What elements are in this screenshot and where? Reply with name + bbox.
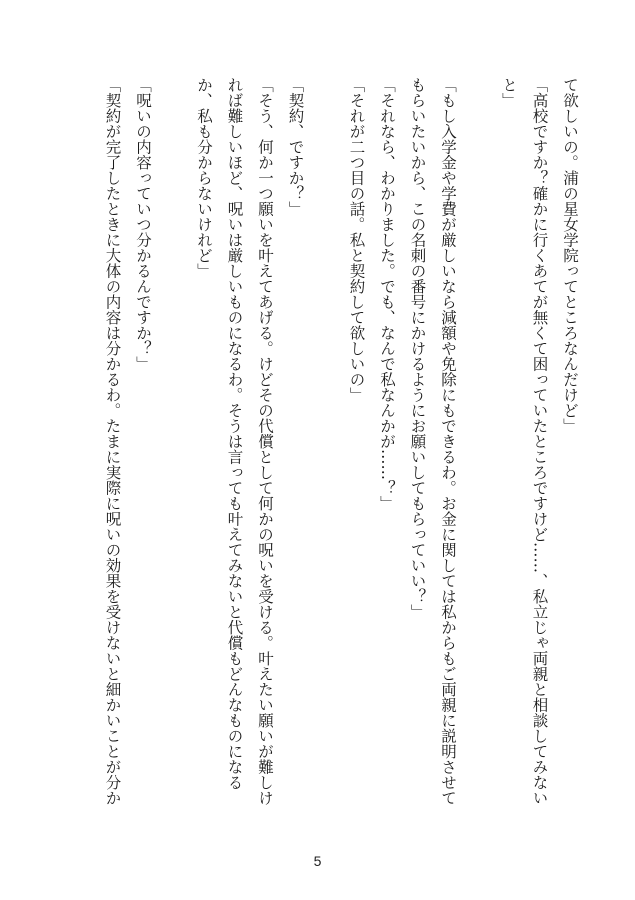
text-line: 「契約が完了したときに大体の内容は分かるわ。たまに実際に呪いの効果を受けないと細かいことが分か bbox=[103, 77, 122, 806]
paragraph bbox=[97, 77, 128, 822]
paragraph bbox=[555, 77, 586, 822]
blank-line bbox=[463, 77, 494, 822]
text-line: 「そう、何か一つ願いを叶えてあげる。けどその代償として何かの呪いを受ける。叶えたい願いが難しけ bbox=[256, 77, 274, 806]
text-line: 「契約、ですか？」 bbox=[286, 77, 305, 217]
paragraph bbox=[402, 77, 463, 822]
paragraph bbox=[372, 77, 403, 822]
blank-line bbox=[158, 77, 189, 822]
paragraph bbox=[494, 77, 555, 822]
blank-line bbox=[311, 77, 342, 822]
text-line: と」 bbox=[500, 77, 518, 108]
text-line: れば難しいほど、呪いは厳しいものになるわ。そうは言っても叶えてみないと代償もどんなものになる bbox=[225, 77, 244, 790]
page-number: 5 bbox=[313, 853, 322, 869]
text-line: 「もし入学金や学費が厳しいなら減額や免除にもできるわ。お金に関しては私からもご両親に説明させて bbox=[439, 77, 457, 806]
text-line: か、私も分からないけれど」 bbox=[195, 77, 213, 279]
paragraph bbox=[189, 77, 281, 822]
text-line: 「それなら、わかりました。でも、なんで私なんかが……？」 bbox=[378, 77, 396, 511]
body-text bbox=[95, 77, 585, 822]
paragraph bbox=[128, 77, 159, 822]
text-line: て欲しいの。浦の星女学院ってところなんだけど」 bbox=[561, 77, 579, 434]
text-line: もらいたいから、この名刺の番号にかけるようにお願いしてもらっていい？」 bbox=[408, 77, 427, 620]
text-line: 「それが二つ目の話。私と契約して欲しいの」 bbox=[347, 77, 366, 403]
paragraph bbox=[280, 77, 311, 822]
text-line: 「高校ですか？確かに行くあてが無くて困っていたところですけど……、私立じゃ両親と相談してみない bbox=[530, 77, 549, 806]
paragraph bbox=[341, 77, 372, 822]
text-line: 「呪いの内容っていつ分かるんですか？」 bbox=[134, 77, 152, 372]
